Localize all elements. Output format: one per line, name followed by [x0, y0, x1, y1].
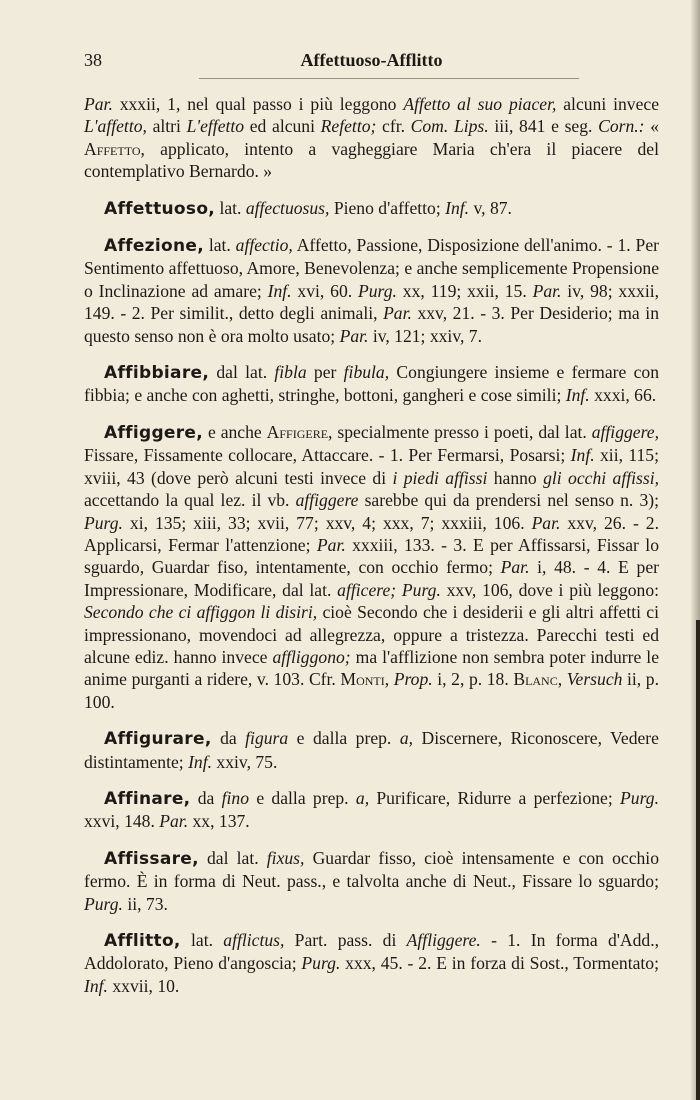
entry-continuation: Par. xxxii, 1, nel qual passo i più leggono Affetto al suo piacer, alcuni invece L'affetto, altri L'effetto ed alcuni Refetto; cfr. Com. Lips. iii, 841 e seg. Corn.: « Affetto, applicato, intento a vagheggiare Maria ch'era il piacere del contemplativo Bernardo. »	[84, 94, 660, 182]
running-head	[84, 50, 659, 78]
entry-affinare: Affinare, da fino e dalla prep. a, Purificare, Ridurre a perfezione; Purg. xxvi, 148. Par. xx, 137.	[84, 787, 659, 832]
dictionary-text	[84, 93, 659, 997]
headword: Affettuoso,	[104, 198, 216, 219]
entry-affezione: Affezione, lat. affectio, Affetto, Passione, Disposizione dell'animo. - 1. Per Sentimento affettuoso, Amore, Benevolenza; e anche semplicemente Propensione o Inclinazione ad amare; Inf. xvi, 60. Purg. xx, 119; xxii, 15. Par. iv, 98; xxxii, 149. - 2. Per similit., detto degli animali, Par. xxv, 21. - 3. Per Desiderio; ma in questo senso non è ora molto usato; Par. iv, 121; xxiv, 7.	[84, 235, 659, 346]
page-number: 38	[84, 50, 102, 70]
entry-affissare: Affissare, dal lat. fixus, Guardar fisso, cioè intensamente e con occhio fermo. È in forma di Neut. pass., e talvolta anche di Neut., Fissare lo sguardo; Purg. ii, 73.	[84, 847, 659, 914]
entry-affiggere: Affiggere, e anche Affigere, specialmente presso i poeti, dal lat. affiggere, Fissare, Fissamente collocare, Attaccare. - 1. Per Fermarsi, Posarsi; Inf. xii, 115; xviii, 43 (dove però alcuni testi invece di i piedi affissi hanno gli occhi affissi, accettando la qual lez. il vb. affiggere sarebbe qui da prendersi nel senso n. 3); Purg. xi, 135; xiii, 33; xvii, 77; xxv, 4; xxx, 7; xxxiii, 106. Par. xxv, 26. - 2. Applicarsi, Fermar l'attenzione; Par. xxxiii, 133. - 3. E per Affissarsi, Fissar lo sguardo, Guardar fiso, intentamente, con occhio fermo; Par. i, 48. - 4. E per Impressionare, Modificare, dal lat. afficere; Purg. xxv, 106, dove i più leggono: Secondo che ci affiggon li disiri, cioè Secondo che i desiderii e gli altri affetti ci impressionano, movendoci ad allegrezza, oppure a tristezza. Parecchi testi ed alcune ediz. hanno invece affliggono; ma l'afflizione non sembra poter indurre le anime purganti a ridere, v. 103. Cfr. Monti, Prop. i, 2, p. 18. Blanc, Versuch ii, p. 100.	[84, 421, 660, 712]
entry-affettuoso: Affettuoso, lat. affectuosus, Pieno d'affetto; Inf. v, 87.	[104, 197, 512, 219]
entry-affigurare: Affigurare, da figura e dalla prep. a, Discernere, Riconoscere, Vedere distintamente; Inf. xxiv, 75.	[84, 728, 659, 772]
headword: Affinare,	[104, 788, 191, 809]
headword: Affiggere,	[104, 422, 204, 443]
page-title: Affettuoso-Afflitto	[300, 50, 443, 70]
headword: Affissare,	[104, 848, 199, 869]
headword: Afflitto,	[104, 931, 181, 951]
header-rule	[199, 78, 579, 79]
headword: Affigurare,	[104, 729, 212, 750]
entry-afflitto: Afflitto, lat. afflictus, Part. pass. di Affliggere. - 1. In forma d'Add., Addolorato, Pieno d'angoscia; Purg. xxx, 45. - 2. E in forza di Sost., Tormentato; Inf. xxvii, 10.	[84, 930, 660, 996]
headword: Affezione,	[104, 236, 204, 257]
entry-affibbiare: Affibbiare, dal lat. fibla per fibula, Congiungere insieme e fermare con fibbia; e anche con aghetti, stringhe, bottoni, gangheri e cose simili; Inf. xxxi, 66.	[84, 362, 659, 406]
page-edge-binding	[696, 620, 700, 1100]
headword: Affibbiare,	[104, 363, 210, 384]
